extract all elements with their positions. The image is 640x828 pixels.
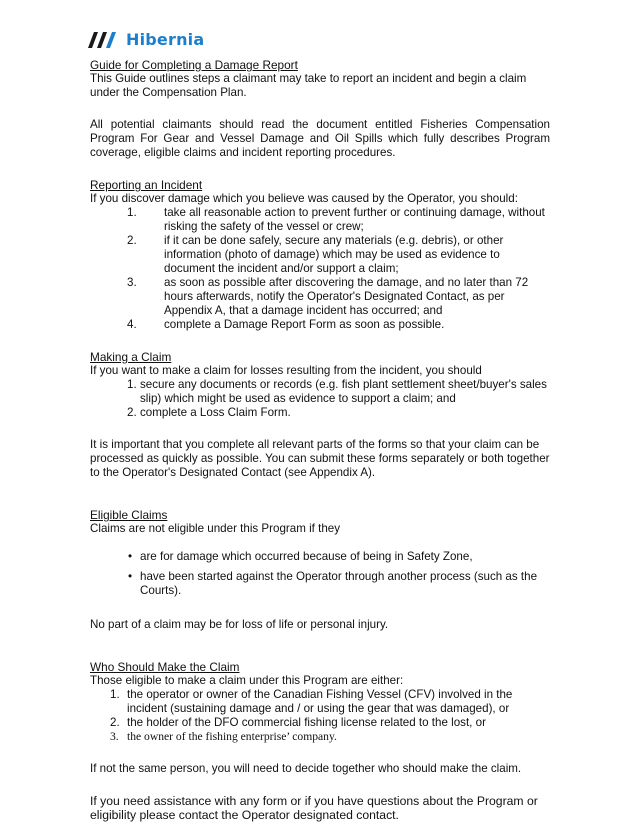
list-item: 2. if it can be done safely, secure any materials (e.g. debris), or other information (photo of damage) which may be used as evidence to document the incident and/or support a claim; <box>127 234 504 275</box>
list-item: • have been started against the Operator through another process (such as the Courts). <box>128 570 538 597</box>
eligible-claims-lead: Claims are not eligible under this Program if they <box>90 522 341 535</box>
making-claim-steps <box>90 378 550 420</box>
reporting-lead: If you discover damage which you believe was caused by the Operator, you should: <box>90 192 518 205</box>
eligible-claims-note: No part of a claim may be for loss of life or personal injury. <box>90 618 389 631</box>
making-claim-lead: If you want to make a claim for losses resulting from the incident, you should <box>90 364 482 377</box>
slash-marks-icon <box>88 31 120 49</box>
list-item: 4. complete a Damage Report Form as soon as possible. <box>127 318 445 331</box>
list-item: 1. take all reasonable action to prevent further or continuing damage, without risking the safety of the vessel or crew; <box>127 206 545 233</box>
who-claims-title: Who Should Make the Claim <box>90 660 240 674</box>
who-claims-list <box>90 688 550 744</box>
assistance-text: If you need assistance with any form or if you have questions about the Program or eligibility please contact the Operator designated contact. <box>90 794 538 822</box>
guide-title: Guide for Completing a Damage Report <box>90 58 298 72</box>
list-item: 2. complete a Loss Claim Form. <box>127 406 291 419</box>
reporting-steps <box>90 206 550 332</box>
guide-potential-claimants: All potential claimants should read the document entitled Fisheries Compensation Program For Gear and Vessel Damage and Oil Spills which fully describes Program coverage, eligible claims and incident reporting procedures. <box>90 118 550 159</box>
list-item: 2. the holder of the DFO commercial fishing license related to the lost, or <box>110 716 486 729</box>
list-item: 1. secure any documents or records (e.g. fish plant settlement sheet/buyer's sales slip) which might be used as evidence to support a claim; and <box>127 378 547 405</box>
who-claims-note: If not the same person, you will need to decide together who should make the claim. <box>90 762 522 775</box>
making-claim-note: It is important that you complete all relevant parts of the forms so that your claim can be processed as quickly as possible. You can submit these forms separately or both together to the Operator's Designated Contact (see Appendix A). <box>90 438 550 479</box>
document-body <box>90 58 550 822</box>
list-item: 3. as soon as possible after discovering the damage, and no later than 72 hours afterwards, notify the Operator's Designated Contact, as per Appendix A, that a damage incident has occurred; and <box>127 276 529 317</box>
list-item: 1. the operator or owner of the Canadian Fishing Vessel (CFV) involved in the incident (sustaining damage and / or using the gear that was damaged), or <box>110 688 513 715</box>
brand-name: Hibernia <box>126 30 205 49</box>
eligible-claims-bullets <box>90 550 550 598</box>
who-claims-lead: Those eligible to make a claim under this Program are either: <box>90 674 404 687</box>
guide-intro: This Guide outlines steps a claimant may take to report an incident and begin a claim under the Compensation Plan. <box>90 72 527 99</box>
list-item: 3. the owner of the fishing enterprise’ company. <box>110 730 337 743</box>
reporting-title: Reporting an Incident <box>90 178 203 192</box>
making-claim-title: Making a Claim <box>90 350 172 364</box>
hibernia-logo <box>88 30 204 49</box>
eligible-claims-title: Eligible Claims <box>90 508 168 522</box>
list-item: • are for damage which occurred because of being in Safety Zone, <box>128 550 473 563</box>
